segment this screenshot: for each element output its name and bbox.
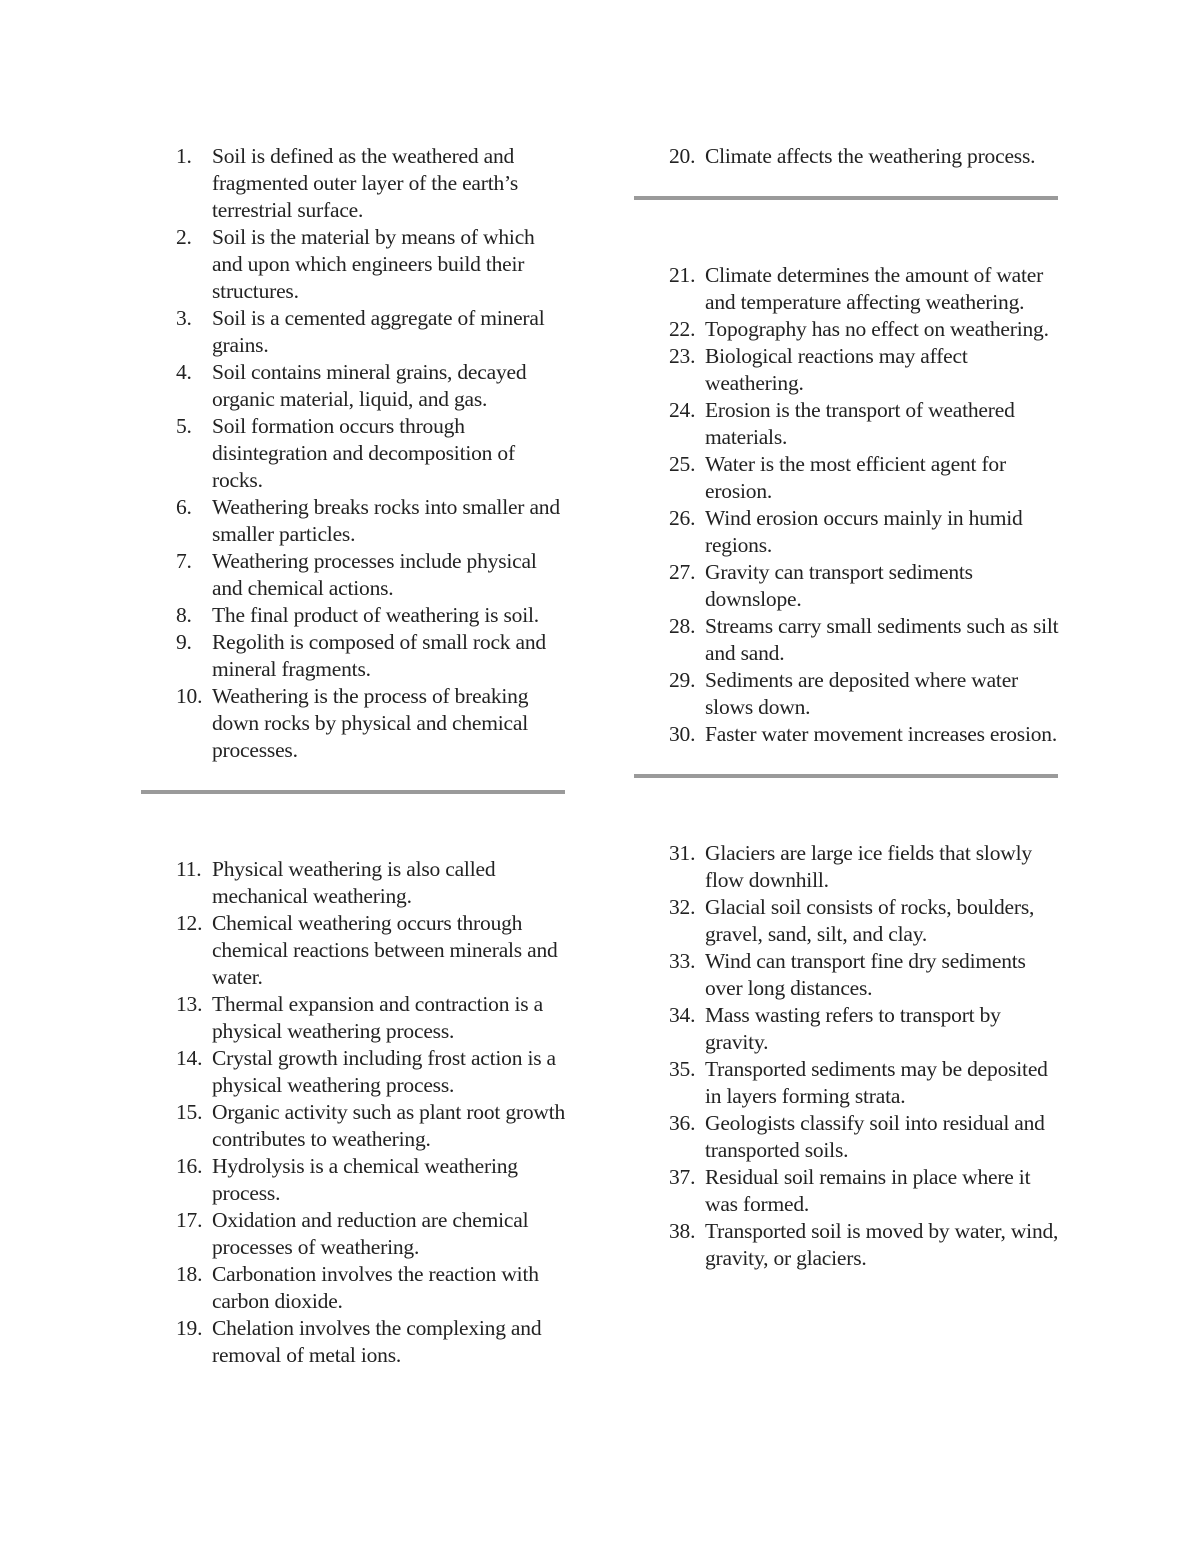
item-text: Glaciers are large ice fields that slowly flow downhill. <box>705 841 1032 892</box>
item-text: Transported soil is moved by water, wind, gravity, or glaciers. <box>705 1219 1059 1270</box>
item-text: Residual soil remains in place where it was formed. <box>705 1165 1031 1216</box>
item-number: 23. <box>669 344 696 368</box>
item-number: 34. <box>669 1003 696 1027</box>
list-item <box>141 1207 567 1261</box>
item-text: Soil contains mineral grains, decayed organic material, liquid, and gas. <box>212 360 527 411</box>
item-number: 18. <box>176 1262 203 1286</box>
item-text: Gravity can transport sediments downslope. <box>705 560 973 611</box>
item-text: Organic activity such as plant root growth contributes to weathering. <box>212 1100 566 1151</box>
list-item <box>141 629 567 683</box>
section-divider <box>634 774 1058 778</box>
item-number: 6. <box>176 495 192 519</box>
item-number: 35. <box>669 1057 696 1081</box>
item-text: Soil is defined as the weathered and fragmented outer layer of the earth’s terrestrial surface. <box>212 144 518 222</box>
item-text: Soil is a cemented aggregate of mineral grains. <box>212 306 545 357</box>
list-item <box>141 548 567 602</box>
item-number: 29. <box>669 668 696 692</box>
item-number: 37. <box>669 1165 696 1189</box>
item-text: Climate determines the amount of water and temperature affecting weathering. <box>705 263 1044 314</box>
list-item <box>634 1110 1060 1164</box>
list-item <box>634 1056 1060 1110</box>
item-number: 36. <box>669 1111 696 1135</box>
item-text: Topography has no effect on weathering. <box>705 317 1049 341</box>
item-number: 11. <box>176 857 202 881</box>
item-text: Streams carry small sediments such as silt and sand. <box>705 614 1059 665</box>
item-number: 1. <box>176 144 192 168</box>
statement-list <box>634 143 1060 170</box>
item-text: Transported sediments may be deposited in layers forming strata. <box>705 1057 1048 1108</box>
item-number: 21. <box>669 263 696 287</box>
item-text: Physical weathering is also called mechanical weathering. <box>212 857 496 908</box>
item-number: 4. <box>176 360 192 384</box>
item-number: 14. <box>176 1046 203 1070</box>
item-text: Geologists classify soil into residual and transported soils. <box>705 1111 1045 1162</box>
list-item <box>634 143 1060 170</box>
list-item <box>141 143 567 224</box>
item-text: Oxidation and reduction are chemical processes of weathering. <box>212 1208 529 1259</box>
item-number: 7. <box>176 549 192 573</box>
list-item <box>634 948 1060 1002</box>
list-item <box>141 683 567 764</box>
list-item <box>634 451 1060 505</box>
item-number: 17. <box>176 1208 203 1232</box>
item-number: 24. <box>669 398 696 422</box>
item-text: Chemical weathering occurs through chemical reactions between minerals and water. <box>212 911 558 989</box>
list-item <box>141 1261 567 1315</box>
list-item <box>141 910 567 991</box>
list-item <box>141 991 567 1045</box>
item-number: 20. <box>669 144 696 168</box>
item-text: Water is the most efficient agent for erosion. <box>705 452 1006 503</box>
item-text: Biological reactions may affect weathering. <box>705 344 968 395</box>
list-item <box>141 856 567 910</box>
item-number: 3. <box>176 306 192 330</box>
item-text: Weathering processes include physical and chemical actions. <box>212 549 537 600</box>
item-number: 5. <box>176 414 192 438</box>
item-text: Climate affects the weathering process. <box>705 144 1036 168</box>
list-item <box>141 494 567 548</box>
item-number: 28. <box>669 614 696 638</box>
item-number: 8. <box>176 603 192 627</box>
item-number: 31. <box>669 841 696 865</box>
left-column <box>141 143 567 1369</box>
list-item <box>634 1164 1060 1218</box>
item-text: Hydrolysis is a chemical weathering process. <box>212 1154 518 1205</box>
list-item <box>141 1153 567 1207</box>
item-number: 38. <box>669 1219 696 1243</box>
item-number: 22. <box>669 317 696 341</box>
item-text: Carbonation involves the reaction with carbon dioxide. <box>212 1262 539 1313</box>
list-item <box>634 840 1060 894</box>
item-number: 15. <box>176 1100 203 1124</box>
list-item <box>141 1045 567 1099</box>
item-text: Weathering breaks rocks into smaller and smaller particles. <box>212 495 560 546</box>
list-item <box>634 397 1060 451</box>
item-number: 16. <box>176 1154 203 1178</box>
right-column <box>634 143 1060 1272</box>
item-number: 30. <box>669 722 696 746</box>
item-text: Wind erosion occurs mainly in humid regions. <box>705 506 1023 557</box>
item-number: 10. <box>176 684 203 708</box>
list-item <box>141 1315 567 1369</box>
item-text: Glacial soil consists of rocks, boulders, gravel, sand, silt, and clay. <box>705 895 1035 946</box>
list-item <box>141 305 567 359</box>
statement-list <box>634 840 1060 1272</box>
item-text: Wind can transport fine dry sediments over long distances. <box>705 949 1026 1000</box>
list-item <box>634 316 1060 343</box>
item-number: 32. <box>669 895 696 919</box>
list-item <box>634 559 1060 613</box>
list-item <box>634 667 1060 721</box>
list-item <box>141 1099 567 1153</box>
item-text: The final product of weathering is soil. <box>212 603 539 627</box>
statement-list <box>634 262 1060 748</box>
list-item <box>141 413 567 494</box>
item-text: Regolith is composed of small rock and mineral fragments. <box>212 630 546 681</box>
list-item <box>141 602 567 629</box>
list-item <box>634 505 1060 559</box>
statement-list <box>141 143 567 764</box>
item-number: 2. <box>176 225 192 249</box>
item-text: Soil formation occurs through disintegration and decomposition of rocks. <box>212 414 515 492</box>
list-item <box>634 1002 1060 1056</box>
list-item <box>141 224 567 305</box>
item-text: Sediments are deposited where water slows down. <box>705 668 1018 719</box>
section-divider <box>634 196 1058 200</box>
list-item <box>634 721 1060 748</box>
item-number: 19. <box>176 1316 203 1340</box>
list-item <box>141 359 567 413</box>
list-item <box>634 613 1060 667</box>
item-text: Weathering is the process of breaking down rocks by physical and chemical processes. <box>212 684 529 762</box>
item-text: Mass wasting refers to transport by gravity. <box>705 1003 1001 1054</box>
item-text: Erosion is the transport of weathered materials. <box>705 398 1015 449</box>
item-number: 12. <box>176 911 203 935</box>
item-text: Thermal expansion and contraction is a physical weathering process. <box>212 992 543 1043</box>
list-item <box>634 343 1060 397</box>
item-text: Chelation involves the complexing and removal of metal ions. <box>212 1316 542 1367</box>
item-number: 26. <box>669 506 696 530</box>
list-item <box>634 1218 1060 1272</box>
item-text: Faster water movement increases erosion. <box>705 722 1057 746</box>
item-number: 25. <box>669 452 696 476</box>
item-text: Soil is the material by means of which and upon which engineers build their structures. <box>212 225 535 303</box>
item-number: 27. <box>669 560 696 584</box>
item-number: 9. <box>176 630 192 654</box>
list-item <box>634 262 1060 316</box>
item-number: 13. <box>176 992 203 1016</box>
item-number: 33. <box>669 949 696 973</box>
section-divider <box>141 790 565 794</box>
statement-list <box>141 856 567 1369</box>
list-item <box>634 894 1060 948</box>
item-text: Crystal growth including frost action is a physical weathering process. <box>212 1046 556 1097</box>
